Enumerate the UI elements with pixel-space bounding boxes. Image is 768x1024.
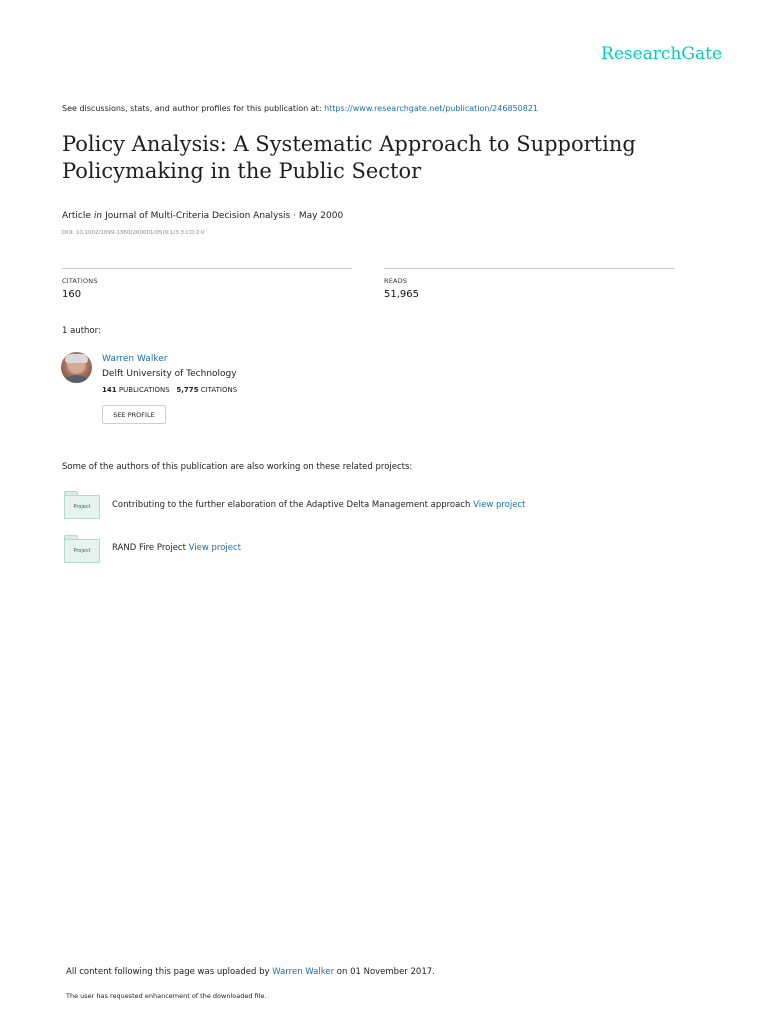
uploader-link[interactable]: Warren Walker xyxy=(272,967,335,977)
project-folder-icon[interactable] xyxy=(64,535,100,563)
project-icon-label: Project xyxy=(73,504,91,510)
folder-body xyxy=(64,495,100,519)
author-stats xyxy=(102,386,237,394)
publication-meta xyxy=(62,211,343,221)
projects-heading: Some of the authors of this publication are also working on these related projects: xyxy=(62,462,413,472)
project-icon-label: Project xyxy=(73,548,91,554)
reads-divider xyxy=(384,268,675,269)
publication-type: Article xyxy=(62,211,91,221)
author-citations-label: CITATIONS xyxy=(200,386,238,394)
publication-url-link[interactable]: https://www.researchgate.net/publication/246850821 xyxy=(324,104,538,113)
publication-title xyxy=(62,131,702,185)
author-institution: Delft University of Technology xyxy=(102,369,237,379)
uploaded-suffix: on 01 November 2017. xyxy=(336,967,435,977)
folder-body xyxy=(64,539,100,563)
project-folder-icon[interactable] xyxy=(64,491,100,519)
reads-label: READS xyxy=(384,277,408,285)
doi: DOI: 10.1002/1099-1360(200001/05)9:1/3.3.CO;2-V xyxy=(62,230,205,236)
title-line-2: Policymaking in the Public Sector xyxy=(62,159,422,183)
project-title: Contributing to the further elaboration of the Adaptive Delta Management approach xyxy=(112,500,471,510)
researchgate-logo[interactable]: ResearchGate xyxy=(601,44,722,64)
view-project-link[interactable]: View project xyxy=(473,500,526,510)
in-label: in xyxy=(93,211,103,221)
citations-value: 160 xyxy=(62,289,82,300)
title-line-1: Policy Analysis: A Systematic Approach to Supporting xyxy=(62,132,636,156)
view-project-link[interactable]: View project xyxy=(188,543,242,553)
project-item-2 xyxy=(112,543,241,553)
author-name-link[interactable]: Warren Walker xyxy=(102,354,168,364)
project-item-1 xyxy=(112,500,525,510)
avatar-shoulder xyxy=(63,375,90,383)
author-publications-count: 141 xyxy=(102,386,117,394)
authors-heading: 1 author: xyxy=(62,326,101,336)
enhancement-note: The user has requested enhancement of the downloaded file. xyxy=(66,992,267,1000)
see-profile-button[interactable]: SEE PROFILE xyxy=(102,405,166,424)
uploaded-prefix: All content following this page was uploaded by xyxy=(66,967,270,977)
discussions-line xyxy=(62,104,538,113)
avatar-hair xyxy=(65,354,88,363)
author-citations-count: 5,775 xyxy=(176,386,199,394)
author-avatar[interactable] xyxy=(61,352,92,383)
reads-value: 51,965 xyxy=(384,289,419,300)
upload-note xyxy=(66,967,435,977)
journal-date: Journal of Multi-Criteria Decision Analysis · May 2000 xyxy=(105,211,344,221)
discussions-text: See discussions, stats, and author profiles for this publication at: xyxy=(62,104,322,113)
project-title: RAND Fire Project xyxy=(112,543,186,553)
citations-divider xyxy=(62,268,352,269)
author-publications-label: PUBLICATIONS xyxy=(118,386,170,394)
citations-label: CITATIONS xyxy=(62,277,98,285)
